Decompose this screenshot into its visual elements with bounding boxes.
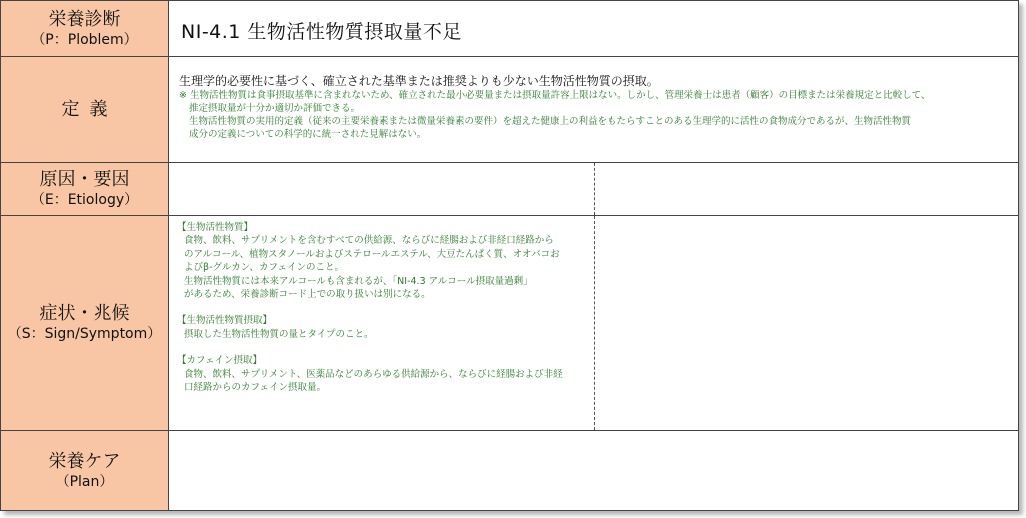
problem-label: 栄養診断 — [48, 8, 121, 30]
etiology-sublabel: （E：Etiology） — [30, 192, 139, 208]
etiology-content-cell — [169, 163, 1018, 215]
symptom-content-cell — [169, 216, 1018, 430]
etiology-label-cell — [1, 163, 169, 215]
plan-content-cell — [169, 431, 1018, 510]
problem-row — [1, 1, 1018, 57]
definition-notes — [179, 89, 1017, 141]
section-line: 口経路からのカフェイン摂取量。 — [184, 382, 327, 394]
problem-content-cell — [169, 1, 1018, 56]
section-line: があるため、栄養診断コード上での取り扱いは別になる。 — [184, 289, 431, 301]
section-line: 食物、飲料、サプリメントを含むすべての供給源、ならびに経腸および非経口経路から — [184, 235, 554, 247]
definition-note-line: 推定摂取量が十分か適切か評価できる。 — [189, 103, 361, 114]
definition-note-line: ※ 生物活性物質は食事摂取基準に含まれないため、確立された最小必要量または摂取量許容上限はない。しかし、管理栄養士は患者（顧客）の目標または栄養規定と比較して、 — [179, 90, 931, 101]
definition-label-cell — [1, 57, 169, 162]
definition-text: 生理学的必要性に基づく、確立された基準または推奨よりも少ない生物活性物質の摂取。 — [179, 74, 659, 88]
plan-label: 栄養ケア — [48, 450, 121, 472]
definition-note-line: 生物活性物質の実用的定義（従来の主要栄養素または微量栄養素の要件）を超えた健康上の利益をもたらすことのある生理学的に活性の食物成分であるが、生物活性物質 — [189, 116, 912, 127]
section-line: 生物活性物質には本来アルコールも含まれるが、「NI-4.3 アルコール摂取量過剰」 — [184, 275, 533, 287]
column-divider — [594, 216, 595, 430]
etiology-row — [1, 163, 1018, 216]
section-heading: 【生物活性物質】 — [177, 222, 254, 233]
symptom-label: 症状・兆候 — [39, 303, 130, 324]
section-heading: 【生物活性物質摂取】 — [177, 315, 273, 327]
definition-content-cell — [169, 57, 1018, 162]
section-line: のアルコール、植物スタノールおよびステロールエステル、大豆たんぱく質、オオバコお — [184, 248, 560, 260]
section-line: よびβ-グルカン、カフェインのこと。 — [184, 262, 344, 274]
symptom-label-cell — [1, 216, 169, 430]
diagnosis-title: NI-4.1 生物活性物質摂取量不足 — [181, 21, 462, 43]
symptom-sublabel: （S：Sign/Symptom） — [7, 326, 162, 342]
definition-note-line: 成分の定義についての科学的に統一された見解はない。 — [189, 129, 427, 140]
problem-label-cell — [1, 1, 169, 56]
symptom-notes — [177, 221, 587, 394]
symptom-row — [1, 216, 1018, 431]
plan-row — [1, 431, 1018, 510]
plan-sublabel: （Plan） — [55, 473, 114, 490]
section-line: 摂取した生物活性物質の量とタイプのこと。 — [184, 328, 374, 340]
column-divider — [594, 163, 595, 215]
problem-sublabel: （P：Ploblem） — [31, 31, 138, 48]
section-heading: 【カフェイン摂取】 — [177, 355, 263, 367]
definition-label: 定義 — [61, 98, 118, 120]
plan-label-cell — [1, 431, 169, 510]
section-line: 食物、飲料、サプリメント、医薬品などのあらゆる供給源から、ならびに経腸および非経 — [184, 368, 563, 380]
etiology-label: 原因・要因 — [39, 169, 130, 190]
definition-row — [1, 57, 1018, 163]
